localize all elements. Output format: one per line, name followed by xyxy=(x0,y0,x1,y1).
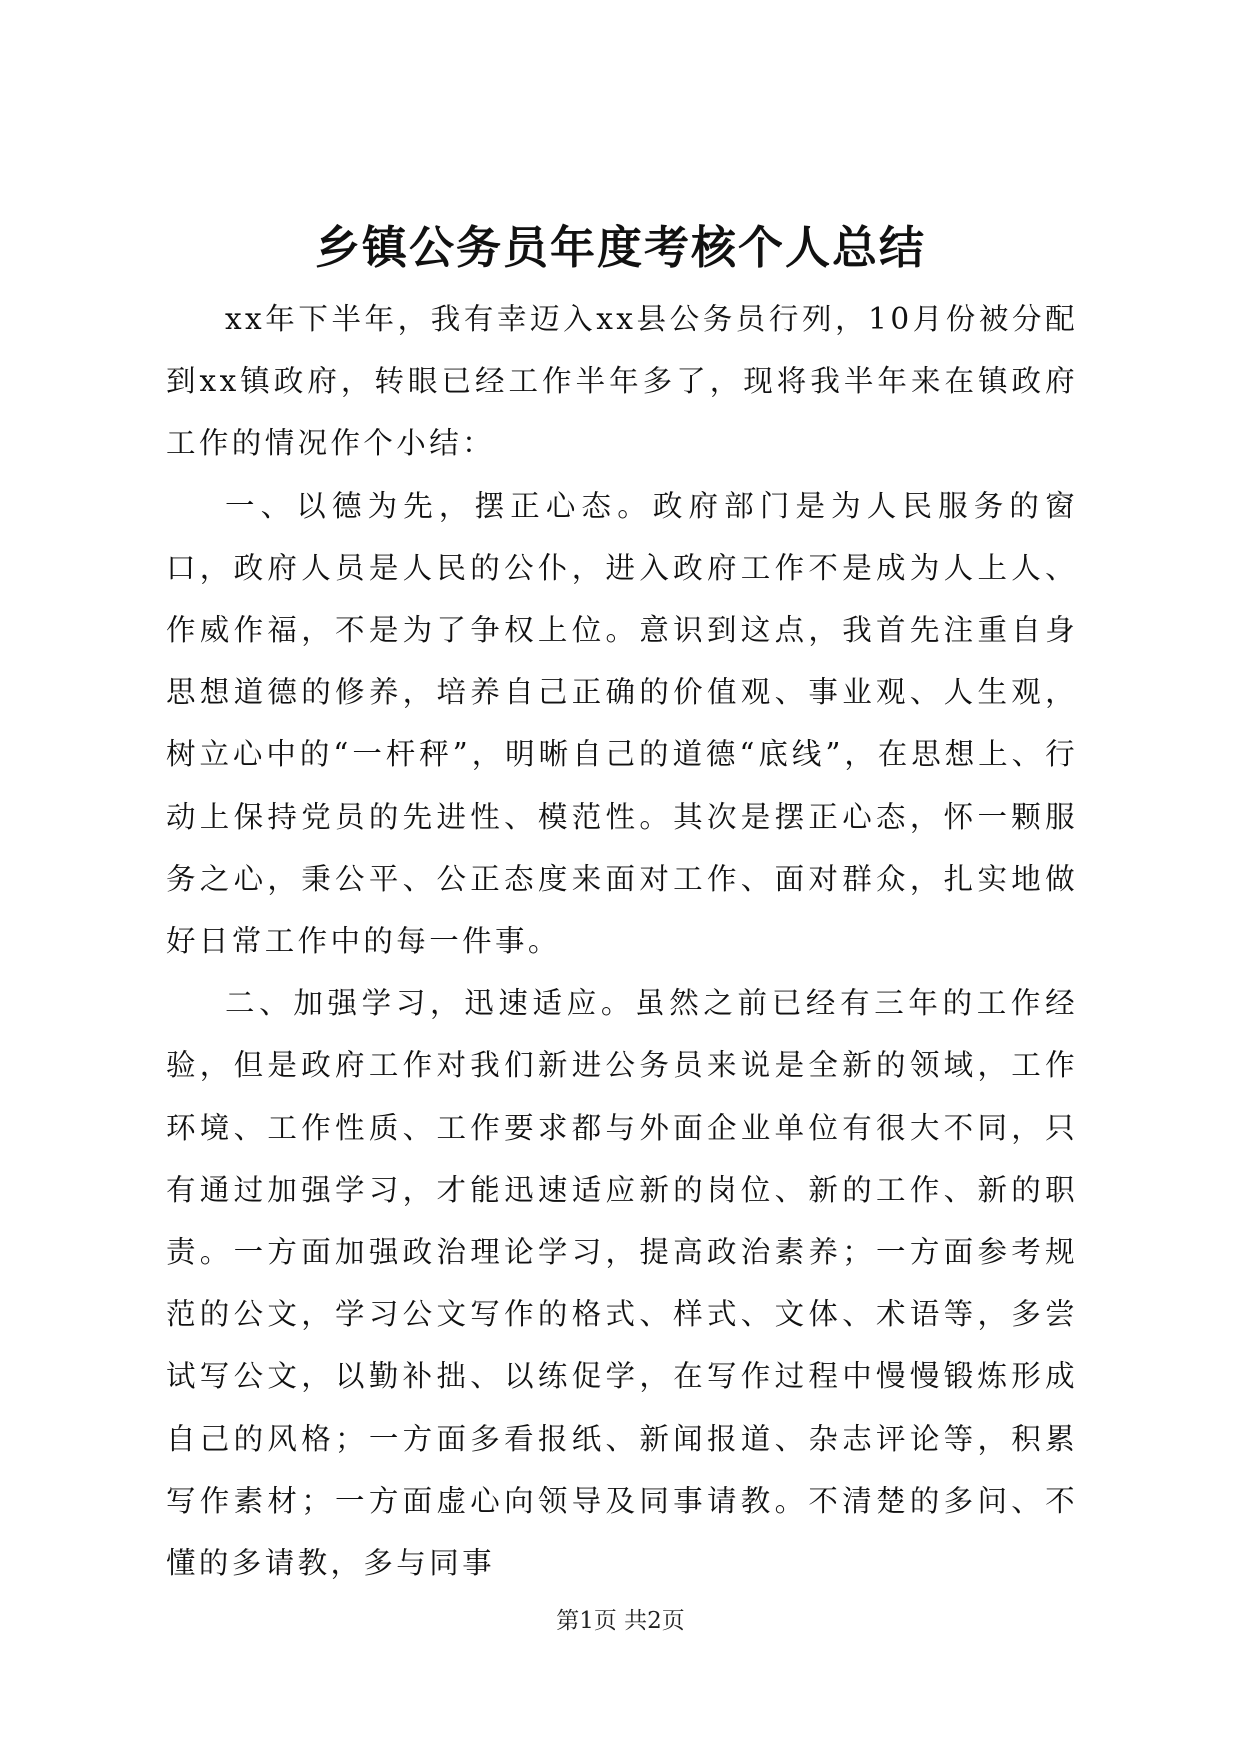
document-body xyxy=(166,288,1078,1594)
document-title: 乡镇公务员年度考核个人总结 xyxy=(314,221,926,274)
page-number-footer: 第1页 共2页 xyxy=(556,1608,685,1634)
paragraph-intro: xx年下半年，我有幸迈入xx县公务员行列，10月份被分配到xx镇政府，转眼已经工作半年多了，现将我半年来在镇政府工作的情况作个小结： xyxy=(166,302,1078,461)
paragraph-section-two: 二、加强学习，迅速适应。虽然之前已经有三年的工作经验，但是政府工作对我们新进公务员来说是全新的领域，工作环境、工作性质、工作要求都与外面企业单位有很大不同，只有通过加强学习，才能迅速适应新的岗位、新的工作、新的职责。一方面加强政治理论学习，提高政治素养；一方面参考规范的公文，学习公文写作的格式、样式、文体、术语等，多尝试写公文，以勤补拙、以练促学，在写作过程中慢慢锻炼形成自己的风格；一方面多看报纸、新闻报道、杂志评论等，积累写作素材；一方面虚心向领导及同事请教。不清楚的多问、不懂的多请教，多与同事 xyxy=(166,986,1078,1581)
paragraph-section-one: 一、以德为先，摆正心态。政府部门是为人民服务的窗口，政府人员是人民的公仆，进入政府工作不是成为人上人、作威作福，不是为了争权上位。意识到这点，我首先注重自身思想道德的修养，培养自己正确的价值观、事业观、人生观，树立心中的“一杆秤”，明晰自己的道德“底线”，在思想上、行动上保持党员的先进性、模范性。其次是摆正心态，怀一颗服务之心，秉公平、公正态度来面对工作、面对群众，扎实地做好日常工作中的每一件事。 xyxy=(166,488,1078,959)
